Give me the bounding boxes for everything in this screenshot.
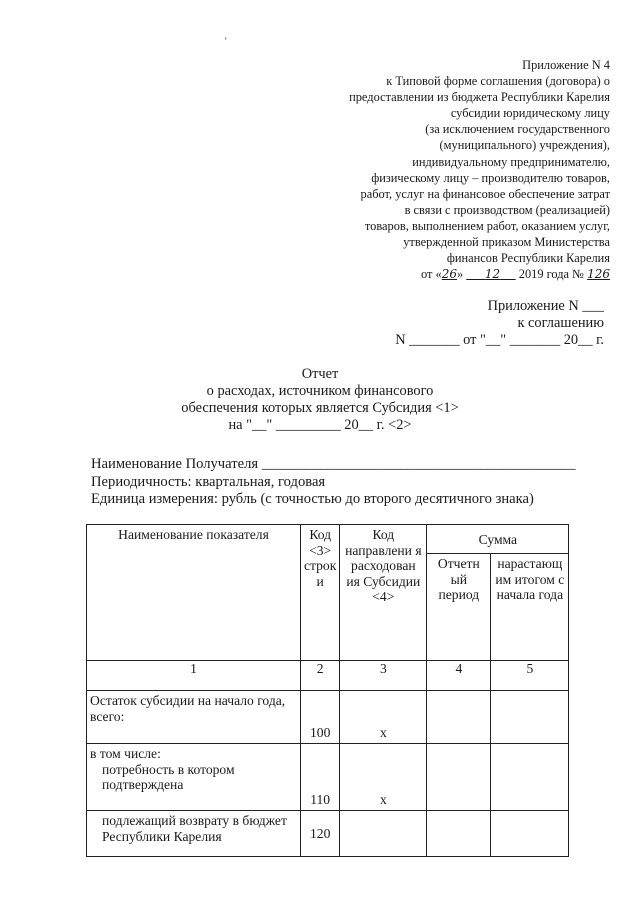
table-row bbox=[87, 691, 569, 744]
report-table bbox=[86, 524, 569, 857]
appendix-line: утвержденной приказом Министерства bbox=[403, 235, 610, 250]
column-number: 4 bbox=[427, 661, 491, 691]
row-period bbox=[427, 744, 491, 811]
table-row bbox=[87, 811, 569, 857]
appendix-line: (за исключением государственного bbox=[425, 122, 610, 137]
appendix-line: (муниципального) учреждения), bbox=[439, 138, 610, 153]
row-name: потребность в котором подтверждена bbox=[102, 761, 235, 792]
header-row-code: Код <3> строк и bbox=[301, 525, 340, 661]
header-sum: Сумма bbox=[427, 525, 569, 554]
handwritten-order-number: 126 bbox=[587, 267, 610, 282]
appendix-line: работ, услуг на финансовое обеспечение затрат bbox=[360, 186, 610, 201]
row-cumulative bbox=[491, 691, 569, 744]
row-code: 120 bbox=[301, 811, 340, 857]
header-cumulative: нарастающ им итогом с начала года bbox=[491, 554, 569, 661]
row-cumulative bbox=[491, 744, 569, 811]
row-name: Остаток субсидии на начало года, всего: bbox=[87, 691, 301, 744]
row-code: 110 bbox=[301, 744, 340, 811]
appendix-line: к Типовой форме соглашения (договора) о bbox=[386, 74, 610, 89]
appendix-line: предоставлении из бюджета Республики Карелия bbox=[349, 90, 610, 105]
report-title: Отчет о расходах, источником финансового обеспечения которых является Субсидия <1> на "__" _________ 20__ г. <2> bbox=[181, 366, 459, 433]
header-indicator: Наименование показателя bbox=[87, 525, 301, 661]
appendix-line: субсидии юридическому лицу bbox=[450, 106, 610, 121]
header-reporting-period: Отчетн ый период bbox=[427, 554, 491, 661]
row-direction: x bbox=[340, 691, 427, 744]
appendix-line: финансов Республики Карелия bbox=[446, 251, 610, 266]
appendix-line: товаров, выполнением работ, оказанием услуг, bbox=[364, 218, 610, 233]
appendix-line: Приложение N 4 bbox=[522, 58, 610, 72]
row-direction bbox=[340, 811, 427, 857]
row-name: подлежащий возврату в бюджет Республики Карелия bbox=[102, 813, 287, 844]
appendix-4-header bbox=[310, 57, 610, 282]
row-direction: x bbox=[340, 744, 427, 811]
periodicity-line: Периодичность: квартальная, годовая bbox=[91, 473, 326, 490]
appendix-line: в связи с производством (реализацией) bbox=[404, 202, 610, 217]
column-number: 3 bbox=[340, 661, 427, 691]
row-name-cell bbox=[87, 811, 301, 857]
row-period bbox=[427, 811, 491, 857]
table-row bbox=[87, 744, 569, 811]
handwritten-month: 12 bbox=[484, 267, 501, 282]
column-number: 2 bbox=[301, 661, 340, 691]
order-date-line: от «26» 12 2019 года № 126 bbox=[420, 267, 610, 282]
row-code: 100 bbox=[301, 691, 340, 744]
handwritten-day: 26 bbox=[441, 267, 457, 282]
recipient-line: Наименование Получателя ___________________________________________ bbox=[91, 456, 576, 472]
row-name-cell bbox=[87, 744, 301, 811]
row-name-prefix: в том числе: bbox=[90, 746, 161, 761]
appendix-line: физическому лицу – производителю товаров, bbox=[371, 170, 610, 185]
stray-mark: ' bbox=[225, 36, 227, 46]
unit-line: Единица измерения: рубль (с точностью до второго десятичного знака) bbox=[91, 491, 534, 507]
agreement-appendix-header: Приложение N ___ к соглашению N _______ от "__" _______ 20__ г. bbox=[395, 298, 604, 348]
column-number: 5 bbox=[491, 661, 569, 691]
row-period bbox=[427, 691, 491, 744]
column-number: 1 bbox=[87, 661, 301, 691]
appendix-line: индивидуальному предпринимателю, bbox=[412, 154, 610, 169]
report-meta bbox=[91, 456, 611, 509]
header-direction-code: Код направлени я расходован ия Субсидии <4> bbox=[340, 525, 427, 661]
row-cumulative bbox=[491, 811, 569, 857]
